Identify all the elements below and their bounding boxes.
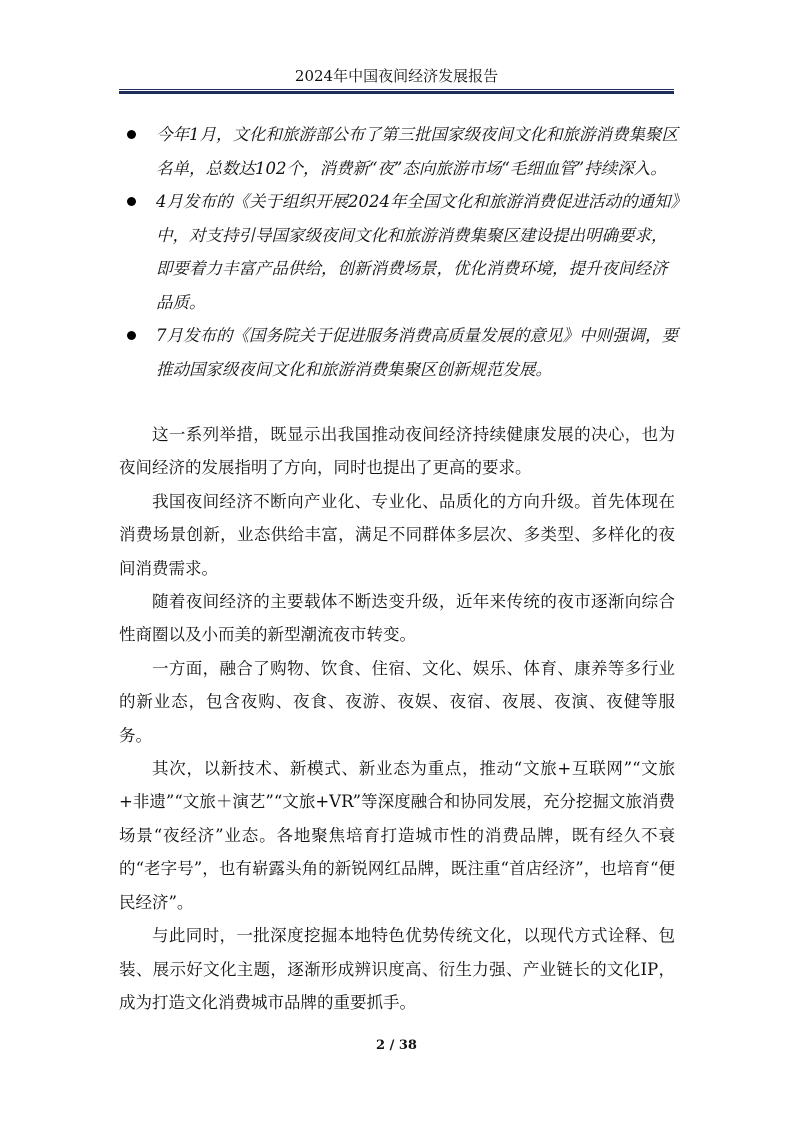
paragraph: 这一系列举措，既显示出我国推动夜间经济持续健康发展的决心，也为夜间经济的发展指明了方向，同时也提出了更高的要求。	[119, 425, 675, 478]
bullet-dot-icon	[127, 130, 136, 139]
paragraph: 其次，以新技术、新模式、新业态为重点，推动“文旅+互联网”“文旅+非遗”“文旅＋演艺”“文旅+VR”等深度融合和协同发展，充分挖掘文旅消费场景“夜经济”业态。各地聚焦培育打造城市性的消费品牌，既有经久不衰的“老字号”，也有崭露头角的新锐网红品牌，既注重“首店经济”，也培育“便民经济”。	[119, 759, 675, 912]
bullet-item	[119, 118, 679, 185]
paragraph: 一方面，融合了购物、饮食、住宿、文化、娱乐、体育、康养等多行业的新业态，包含夜购、夜食、夜游、夜娱、夜宿、夜展、夜演、夜健等服务。	[119, 658, 675, 745]
header-divider-thick	[119, 91, 674, 94]
header-divider-thin	[119, 89, 674, 90]
bullet-dot-icon	[127, 331, 136, 340]
paragraph: 随着夜间经济的主要载体不断迭变升级，近年来传统的夜市逐渐向综合性商圈以及小而美的新型潮流夜市转变。	[119, 592, 675, 645]
paragraph: 我国夜间经济不断向产业化、专业化、品质化的方向升级。首先体现在消费场景创新，业态供给丰富，满足不同群体多层次、多类型、多样化的夜间消费需求。	[119, 491, 675, 578]
page-number: 2 / 38	[376, 1038, 417, 1053]
page-header-title: 2024年中国夜间经济发展报告	[294, 67, 499, 85]
bullet-text: 4月发布的《关于组织开展2024年全国文化和旅游消费促进活动的通知》中，对支持引导国家级夜间文化和旅游消费集聚区建设提出明确要求，即要着力丰富产品供给，创新消费场景，优化消费环境，提升夜间经济品质。	[156, 192, 679, 312]
bullet-item	[119, 319, 679, 386]
bullet-text: 今年1月，文化和旅游部公布了第三批国家级夜间文化和旅游消费集聚区名单，总数达102个，消费新“夜”态向旅游市场“毛细血管”持续深入。	[156, 125, 678, 178]
bullet-dot-icon	[127, 197, 136, 206]
bullet-list	[119, 118, 679, 386]
bullet-text: 7月发布的《国务院关于促进服务消费高质量发展的意见》中则强调，要推动国家级夜间文化和旅游消费集聚区创新规范发展。	[156, 326, 678, 379]
bullet-item	[119, 185, 679, 319]
body-text	[119, 418, 675, 1019]
paragraph: 与此同时，一批深度挖掘本地特色优势传统文化，以现代方式诠释、包装、展示好文化主题，逐渐形成辨识度高、衍生力强、产业链长的文化IP，成为打造文化消费城市品牌的重要抓手。	[119, 926, 675, 1012]
